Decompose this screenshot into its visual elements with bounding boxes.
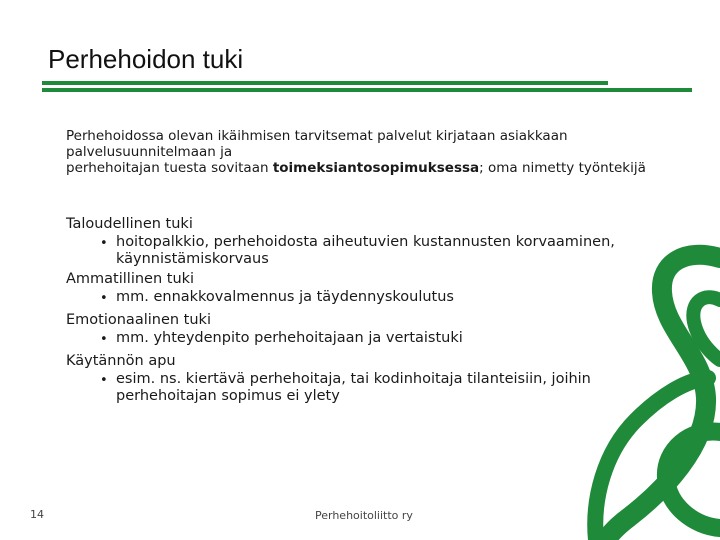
support-item [66,330,666,349]
bullet-icon: • [100,291,108,306]
support-heading: Taloudellinen tuki [66,216,193,232]
bullet-icon: • [100,236,108,251]
support-item-text: mm. yhteydenpito perhehoitajaan ja vertaistuki [116,330,463,346]
support-item [66,289,666,308]
title-underline-thick [42,88,692,92]
support-item [66,371,666,404]
swirl-inner-stroke [693,297,720,360]
swirl-loop-stroke [666,432,720,528]
support-group-professional [66,270,666,308]
support-item-text: hoitopalkkio, perhehoidosta aiheutuvien kustannusten korvaaminen, käynnistämiskorvaus [116,234,615,267]
support-heading: Emotionaalinen tuki [66,312,211,328]
intro-line-2-end: ; oma nimetty työntekijä [479,160,646,176]
intro-text [66,128,686,176]
intro-line-2-start: perhehoitajan tuesta sovitaan [66,160,273,176]
support-group-emotional [66,311,666,349]
page-number: 14 [30,508,44,521]
bullet-icon: • [100,332,108,347]
support-heading: Käytännön apu [66,353,176,369]
support-group-practical [66,352,666,404]
bullet-icon: • [100,373,108,388]
footer-organization: Perhehoitoliitto ry [315,509,413,522]
support-item-text: mm. ennakkovalmennus ja täydennyskoulutus [116,289,454,305]
intro-keyword: toimeksiantosopimuksessa [272,160,480,176]
title-underline-thin [42,81,608,85]
intro-line-1: Perhehoidossa olevan ikäihmisen tarvitsemat palvelut kirjataan asiakkaan palvelusuunnitelmaan ja [66,128,568,160]
slide-title: Perhehoidon tuki [48,44,244,74]
support-group-financial [66,215,666,267]
support-item [66,234,666,267]
support-list [66,215,666,407]
support-heading: Ammatillinen tuki [66,271,195,287]
support-item-text: esim. ns. kiertävä perhehoitaja, tai kodinhoitaja tilanteisiin, joihin perhehoitajan sopimus ei ylety [116,371,591,404]
intro-line-2 [66,160,686,176]
